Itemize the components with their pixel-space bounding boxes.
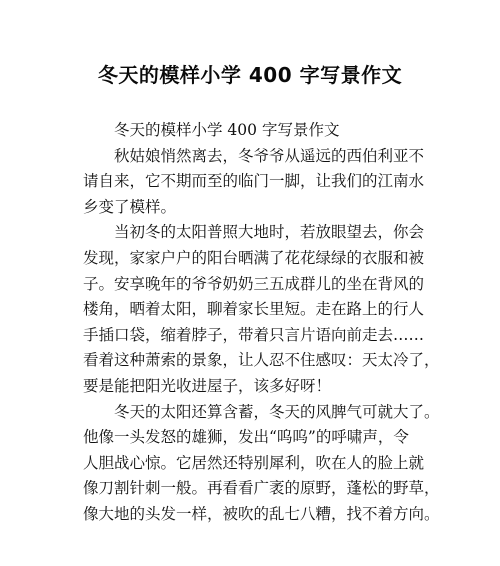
text-line: 手插口袋，缩着脖子，带着只言片语向前走去…… [83, 325, 425, 344]
text-line: 当初冬的太阳普照大地时，若放眼望去，你会 [114, 223, 425, 242]
text-line: 他像一头发怒的雄狮，发出“呜呜”的呼啸声，令 [83, 428, 409, 447]
text-line: 看着这种萧索的景象，让人忍不住感叹：天太冷了， [83, 351, 440, 370]
text-line: 像刀割针刺一般。再看看广袤的原野，蓬松的野草， [83, 479, 440, 498]
text-line: 发现，家家户户的阳台晒满了花花绿绿的衣服和被 [83, 248, 425, 267]
article-body [83, 118, 440, 528]
text-line: 楼角，晒着太阳，聊着家长里短。走在路上的行人 [83, 300, 425, 319]
text-line: 冬天的模样小学 400 字写景作文 [114, 121, 340, 139]
text-line: 像大地的头发一样，被吹的乱七八糟，找不着方向。 [83, 504, 440, 523]
text-line: 冬天的太阳还算含蓄，冬天的风脾气可就大了。 [114, 402, 440, 421]
text-line: 人胆战心惊。它居然还特别犀利，吹在人的脸上就 [83, 453, 425, 472]
text-line: 子。安享晚年的爷爷奶奶三五成群儿的坐在背风的 [83, 274, 425, 293]
text-line: 请自来，它不期而至的临门一脚，让我们的江南水 [83, 172, 425, 191]
page-title: 冬天的模样小学 400 字写景作文 [97, 63, 403, 87]
text-line: 秋姑娘悄然离去，冬爷爷从遥远的西伯利亚不 [114, 146, 425, 165]
text-line: 乡变了模样。 [83, 197, 177, 216]
text-line: 要是能把阳光收进屋子，该多好呀！ [83, 376, 332, 395]
